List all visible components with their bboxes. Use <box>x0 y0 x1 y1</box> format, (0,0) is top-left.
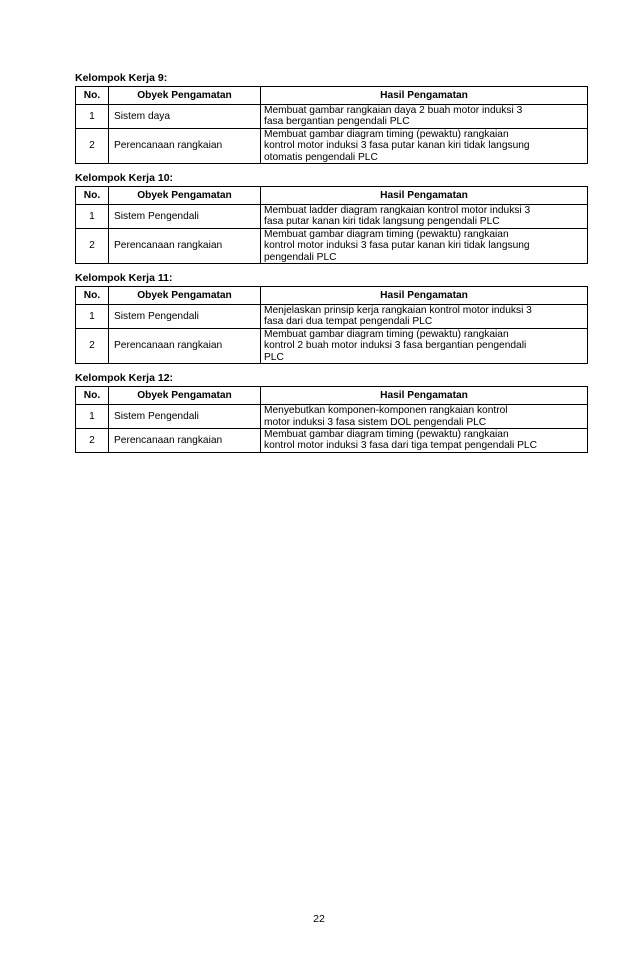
work-group-10 <box>75 172 587 264</box>
cell-no: 2 <box>76 228 109 263</box>
table-row <box>76 405 588 429</box>
cell-obyek: Sistem Pengendali <box>109 405 261 429</box>
cell-obyek: Sistem Pengendali <box>109 205 261 229</box>
table-header-row <box>76 187 588 205</box>
observation-table <box>75 186 588 264</box>
hasil-line: Membuat gambar diagram timing (pewaktu) rangkaian <box>264 328 509 340</box>
hasil-line: Membuat gambar diagram timing (pewaktu) rangkaian <box>264 228 509 240</box>
hasil-line: kontrol 2 buah motor induksi 3 fasa bergantian pengendali <box>264 340 527 352</box>
header-hasil: Hasil Pengamatan <box>261 387 588 405</box>
header-no: No. <box>76 287 109 305</box>
header-no: No. <box>76 387 109 405</box>
hasil-line: Menjelaskan prinsip kerja rangkaian kontrol motor induksi 3 <box>264 305 532 317</box>
hasil-line: kontrol motor induksi 3 fasa putar kanan kiri tidak langsung <box>264 240 530 252</box>
hasil-line: Membuat gambar rangkaian daya 2 buah motor induksi 3 <box>264 105 523 116</box>
cell-no: 1 <box>76 205 109 229</box>
hasil-line: PLC <box>264 351 284 363</box>
table-row <box>76 105 588 129</box>
header-no: No. <box>76 187 109 205</box>
table-header-row <box>76 287 588 305</box>
table-row <box>76 305 588 329</box>
cell-hasil <box>261 328 588 363</box>
group-title: Kelompok Kerja 12: <box>75 372 174 385</box>
work-group-11 <box>75 272 587 364</box>
header-obyek: Obyek Pengamatan <box>109 87 261 105</box>
cell-obyek: Perencanaan rangkaian <box>109 328 261 363</box>
cell-obyek: Perencanaan rangkaian <box>109 128 261 163</box>
hasil-line: motor induksi 3 fasa sistem DOL pengendali PLC <box>264 416 487 428</box>
table-row <box>76 228 588 263</box>
hasil-line: Membuat ladder diagram rangkaian kontrol motor induksi 3 <box>264 205 531 217</box>
header-obyek: Obyek Pengamatan <box>109 187 261 205</box>
work-group-9 <box>75 72 587 164</box>
page-number: 22 <box>313 913 325 925</box>
hasil-line: otomatis pengendali PLC <box>264 151 378 163</box>
table-row <box>76 205 588 229</box>
cell-hasil <box>261 405 588 429</box>
cell-obyek: Sistem daya <box>109 105 261 129</box>
cell-hasil <box>261 428 588 452</box>
cell-hasil <box>261 305 588 329</box>
hasil-line: fasa dari dua tempat pengendali PLC <box>264 316 433 328</box>
cell-no: 2 <box>76 328 109 363</box>
cell-hasil <box>261 105 588 129</box>
table-header-row <box>76 387 588 405</box>
cell-obyek: Perencanaan rangkaian <box>109 228 261 263</box>
cell-no: 1 <box>76 305 109 329</box>
header-hasil: Hasil Pengamatan <box>261 87 588 105</box>
observation-table <box>75 286 588 364</box>
cell-no: 2 <box>76 128 109 163</box>
cell-no: 1 <box>76 405 109 429</box>
table-row <box>76 428 588 452</box>
cell-no: 2 <box>76 428 109 452</box>
group-title: Kelompok Kerja 9: <box>75 72 168 84</box>
hasil-line: Membuat gambar diagram timing (pewaktu) rangkaian <box>264 128 509 140</box>
cell-hasil <box>261 228 588 263</box>
hasil-line: Membuat gambar diagram timing (pewaktu) rangkaian <box>264 428 509 440</box>
cell-obyek: Perencanaan rangkaian <box>109 428 261 452</box>
header-hasil: Hasil Pengamatan <box>261 187 588 205</box>
cell-hasil <box>261 205 588 229</box>
hasil-line: kontrol motor induksi 3 fasa putar kanan kiri tidak langsung <box>264 140 530 152</box>
header-no: No. <box>76 87 109 105</box>
hasil-line: Menyebutkan komponen-komponen rangkaian kontrol <box>264 405 508 417</box>
header-hasil: Hasil Pengamatan <box>261 287 588 305</box>
hasil-line: fasa putar kanan kiri tidak langsung pengendali PLC <box>264 216 500 228</box>
header-obyek: Obyek Pengamatan <box>109 287 261 305</box>
cell-obyek: Sistem Pengendali <box>109 305 261 329</box>
observation-table <box>75 86 588 164</box>
table-row <box>76 128 588 163</box>
header-obyek: Obyek Pengamatan <box>109 387 261 405</box>
work-group-12 <box>75 372 587 453</box>
document-page <box>75 72 587 453</box>
cell-hasil <box>261 128 588 163</box>
table-header-row <box>76 87 588 105</box>
group-title: Kelompok Kerja 10: <box>75 172 174 185</box>
hasil-line: fasa bergantian pengendali PLC <box>264 116 410 128</box>
group-title: Kelompok Kerja 11: <box>75 272 173 285</box>
observation-table <box>75 386 588 453</box>
hasil-line: kontrol motor induksi 3 fasa dari tiga tempat pengendali PLC <box>264 440 537 452</box>
hasil-line: pengendali PLC <box>264 251 337 263</box>
cell-no: 1 <box>76 105 109 129</box>
table-row <box>76 328 588 363</box>
